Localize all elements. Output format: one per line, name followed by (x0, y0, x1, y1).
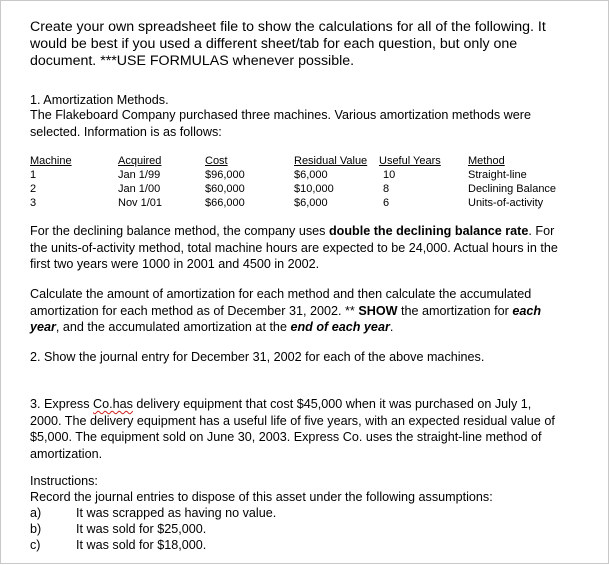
intro-line: Create your own spreadsheet file to show the calculations for all of the following. It (30, 19, 546, 35)
text-run-bold: double the declining balance rate (328, 224, 529, 238)
text-run-bold-italic: end of each year (290, 320, 390, 334)
text-line: amortization. (30, 446, 103, 461)
table-header: Cost (205, 155, 228, 167)
text-run: the amortization for (397, 303, 513, 318)
table-cell: $6,000 (294, 197, 328, 209)
q3-paragraph (30, 396, 605, 462)
list-item-text: It was sold for $18,000. (76, 538, 207, 552)
table-cell: $66,000 (205, 197, 245, 209)
list-item-text: It was sold for $25,000. (76, 522, 207, 536)
table-cell: $10,000 (294, 183, 334, 195)
list-item-letter: b) (30, 522, 42, 536)
table-header: Residual Value (294, 155, 368, 167)
text-run: . (389, 320, 394, 334)
list-item (0, 537, 609, 553)
table-header: Acquired (118, 155, 162, 167)
text-run-bold: SHOW (358, 303, 398, 318)
text-line: the units-of-activity method, total machine hours are expected to be 24,000. Actual hours in the (30, 240, 558, 255)
text-run: delivery equipment that cost $45,000 when it was purchased on July 1, (132, 397, 532, 411)
text-line: 2000. The delivery equipment has a useful life of five years, with an expected residual value of (30, 413, 555, 428)
table-header: Method (468, 155, 505, 167)
table-cell: $96,000 (205, 169, 245, 181)
table-cell: Declining Balance (468, 183, 557, 195)
table-cell: 6 (383, 197, 390, 209)
table-cell: Nov 1/01 (118, 197, 163, 209)
table-col-useful-years (379, 154, 441, 210)
text-line: $5,000. The equipment sold on June 30, 2003. Express Co. uses the straight-line method of (30, 430, 542, 444)
table-cell: Straight-line (468, 169, 527, 181)
intro-line: would be best if you used a different sheet/tab for each question, but only one (30, 36, 518, 52)
text-run: , and the accumulated amortization at the (55, 320, 291, 334)
table-col-residual (294, 154, 367, 210)
text-run: . For (528, 224, 555, 238)
table-cell: 10 (383, 169, 396, 181)
instructions-heading: Instructions: (30, 474, 98, 488)
q1-heading: 1. Amortization Methods. (30, 93, 169, 107)
table-cell: Units-of-activity (468, 197, 544, 209)
table-cell: 1 (30, 169, 37, 181)
text-run-bold-italic: each (512, 303, 542, 318)
list-item-text: It was scrapped as having no value. (76, 506, 277, 520)
text-run-bold-italic: year (30, 320, 56, 334)
instructions-list (0, 505, 609, 565)
text-run: amortization for each method as of December 31, 2002. ** (30, 303, 359, 318)
text-line: Calculate the amount of amortization for each method and then calculate the accumulated (30, 287, 532, 301)
table-col-acquired (118, 154, 162, 210)
q1-intro (30, 107, 600, 140)
text-line: first two years were 1000 in 2001 and 4500 in 2002. (30, 257, 320, 271)
table-cell: $60,000 (205, 183, 245, 195)
q1-paragraph-declining (30, 223, 605, 273)
list-item (0, 521, 609, 537)
q1-paragraph-calculate (30, 286, 605, 336)
list-item-letter: a) (30, 506, 42, 520)
table-cell: Jan 1/00 (118, 183, 161, 195)
table-cell: 3 (30, 197, 37, 209)
instructions-line: Record the journal entries to dispose of this asset under the following assumptions: (30, 490, 493, 504)
table-cell: 8 (383, 183, 390, 195)
list-item-letter: c) (30, 538, 41, 552)
q2-text: 2. Show the journal entry for December 31, 2002 for each of the above machines. (30, 350, 485, 364)
q1-intro-line: selected. Information is as follows: (30, 124, 222, 139)
table-col-cost (205, 154, 245, 210)
table-col-method (468, 154, 556, 210)
list-item (0, 505, 609, 521)
table-col-machine (30, 154, 72, 210)
table-cell: Jan 1/99 (118, 169, 161, 181)
table-cell: $6,000 (294, 169, 328, 181)
intro-line: document. ***USE FORMULAS whenever possible. (30, 53, 355, 69)
text-run: For the declining balance method, the company uses (30, 224, 329, 238)
q1-intro-line: The Flakeboard Company purchased three machines. Various amortization methods were (30, 108, 531, 122)
intro-paragraph (30, 19, 590, 70)
table-header: Machine (30, 155, 72, 167)
table-header: Useful Years (379, 155, 441, 167)
text-run: 3. Express (30, 397, 93, 411)
spellcheck-word: Co.has (93, 397, 133, 411)
table-cell: 2 (30, 183, 37, 195)
